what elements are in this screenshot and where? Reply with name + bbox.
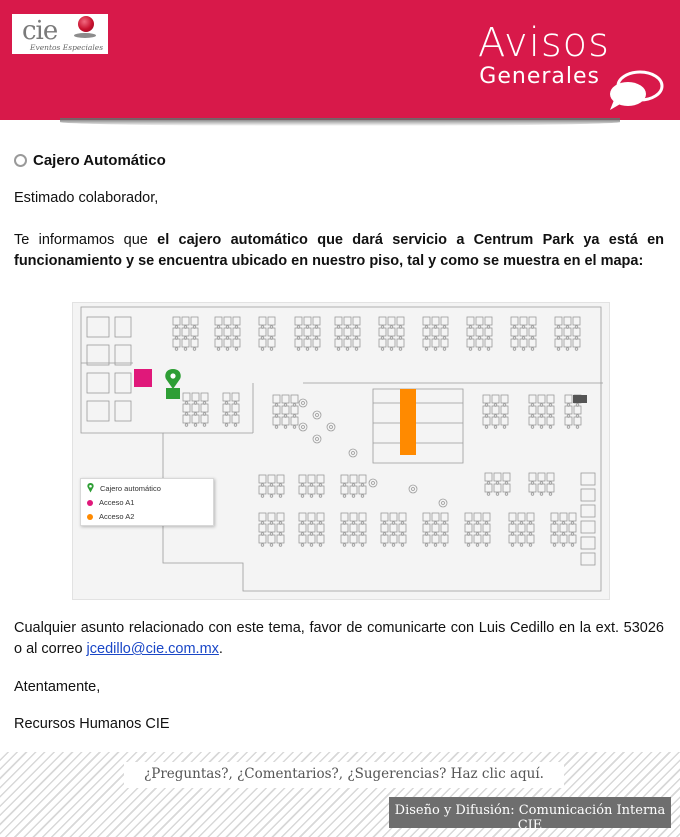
atm-pin-icon [165, 369, 180, 389]
section-title: Cajero Automático [33, 152, 166, 169]
speech-bubble-icon [606, 70, 664, 112]
magenta-dot-icon [87, 500, 93, 506]
intro-bold: el cajero automático que dará servicio a Centrum Park ya está en funcionamiento y se encuentra ubicado en nuestro piso, tal y como se muestra en el mapa: [14, 232, 664, 269]
cie-logo[interactable] [12, 14, 108, 54]
logo-text: cie [22, 16, 58, 46]
access-a2-marker [400, 389, 416, 455]
map-pin-icon [87, 483, 94, 493]
contact-text: Cualquier asunto relacionado con este tema, favor de comunicarte con Luis Cedillo en la ext. 53026 o al correo [14, 620, 664, 657]
intro-plain: Te informamos que [14, 232, 158, 248]
logo-sphere-icon [78, 16, 94, 32]
circle-bullet-icon [14, 154, 27, 167]
header-shadow [60, 118, 620, 126]
logo-swoosh-icon [74, 33, 96, 38]
atm-marker [166, 388, 180, 399]
legend-label: Cajero automático [100, 483, 161, 493]
intro-paragraph [14, 230, 664, 272]
map-legend [80, 478, 214, 526]
floor-plan-drawing [73, 303, 609, 599]
legend-item-atm [87, 483, 161, 493]
header-title: Avisos [478, 20, 610, 66]
email-link[interactable]: jcedillo@cie.com.mx [86, 641, 219, 657]
contact-end: . [218, 641, 223, 657]
legend-label: Acceso A2 [99, 512, 135, 521]
access-a1-marker [134, 369, 152, 387]
orange-dot-icon [87, 514, 93, 520]
signature: Recursos Humanos CIE [14, 716, 170, 732]
header-banner [0, 0, 680, 120]
header-subtitle: Generales [479, 64, 600, 89]
legend-item-access-a1 [87, 498, 134, 507]
legend-label: Acceso A1 [99, 498, 135, 507]
contact-paragraph [14, 618, 664, 660]
section-heading [14, 152, 166, 169]
credit-text: Diseño y Difusión: Comunicación Interna CIE [394, 803, 666, 833]
greeting: Estimado colaborador, [14, 190, 159, 206]
feedback-link[interactable]: ¿Preguntas?, ¿Comentarios?, ¿Sugerencias? Haz clic aquí. [144, 766, 544, 782]
floor-map [72, 302, 610, 600]
logo-subtitle: Eventos Especiales [30, 43, 104, 52]
legend-item-access-a2 [87, 512, 134, 521]
closing: Atentamente, [14, 679, 101, 695]
